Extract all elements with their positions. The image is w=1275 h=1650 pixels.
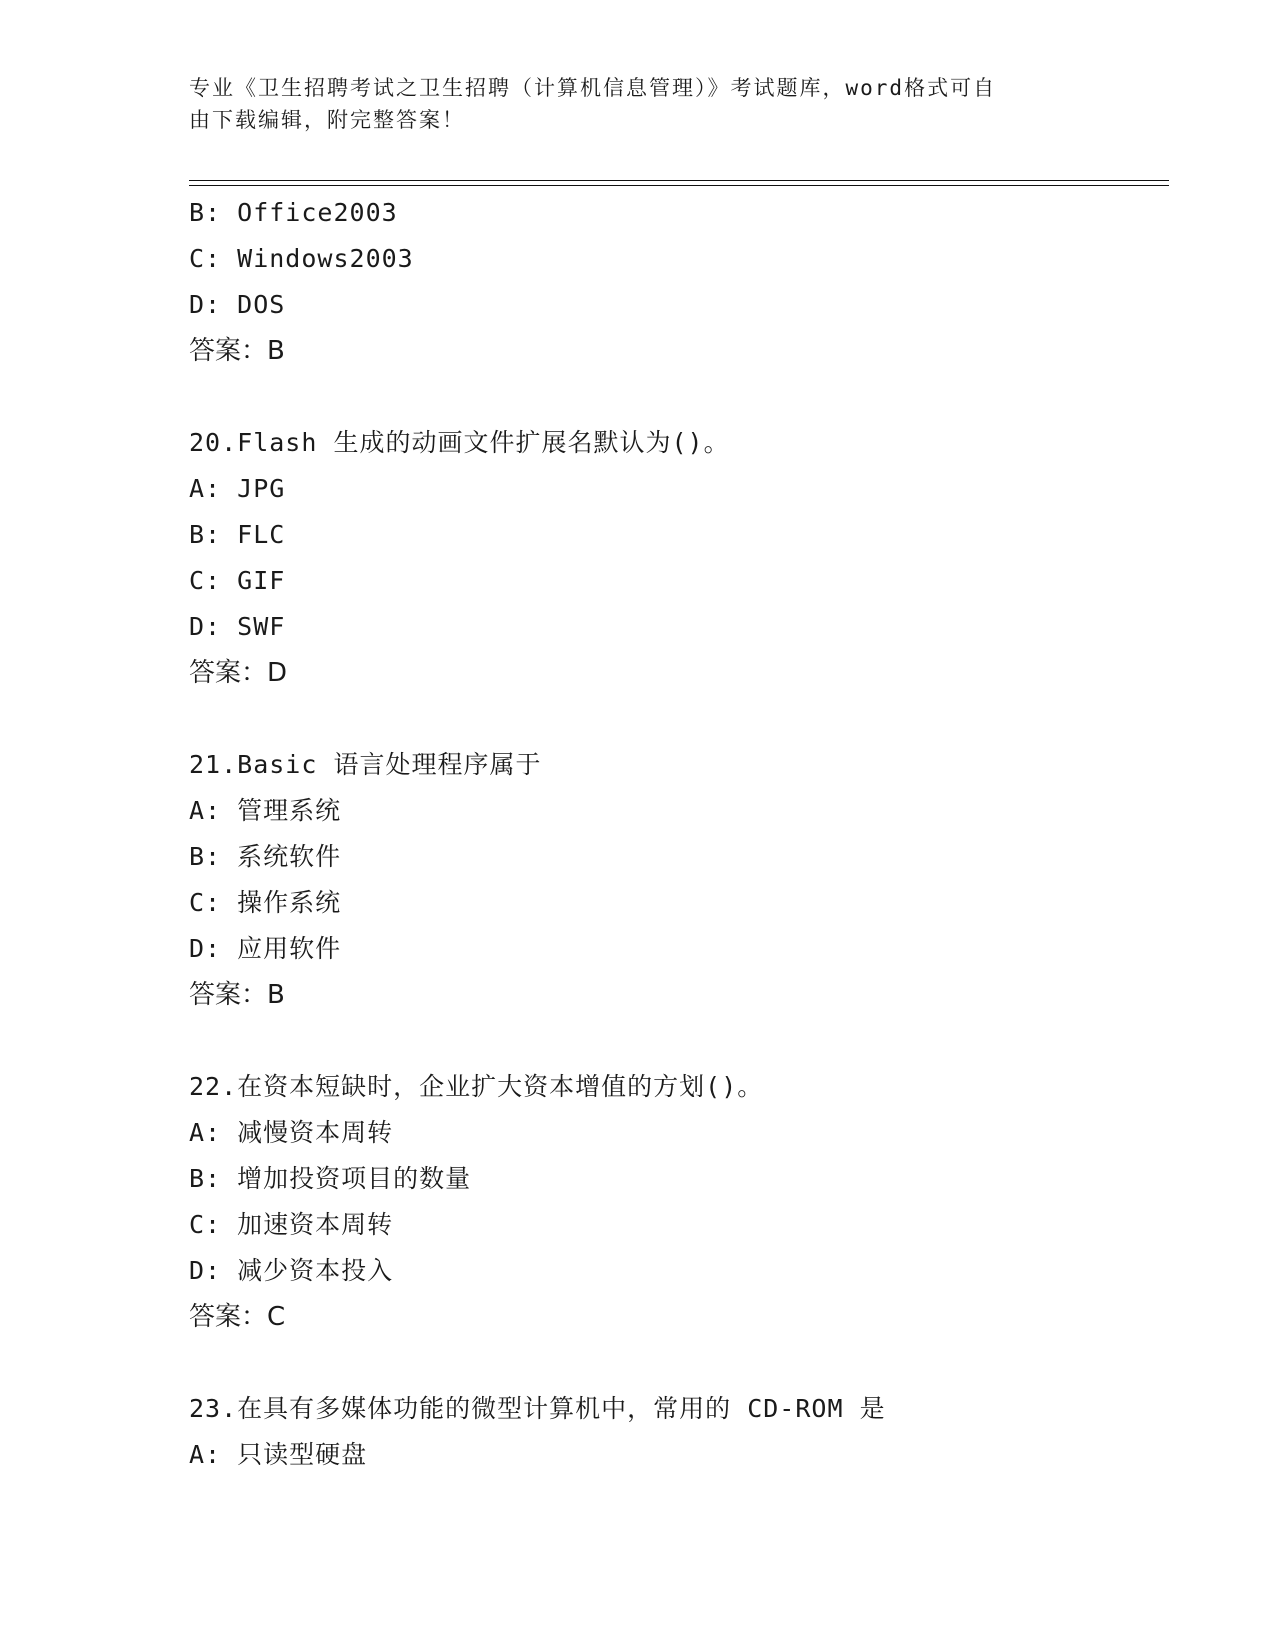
answer-line: 答案：C: [189, 1302, 286, 1332]
text-line: A: 管理系统: [189, 796, 342, 825]
text-line: C: Windows2003: [189, 244, 414, 273]
document-header: [189, 72, 1089, 136]
text-line: D: SWF: [189, 612, 286, 641]
header-divider-top: [189, 180, 1169, 181]
text-line: C: 加速资本周转: [189, 1210, 394, 1239]
text-line: B: 系统软件: [189, 842, 342, 871]
header-divider-bottom: [189, 185, 1169, 186]
block-spacer: [189, 374, 1169, 420]
answer-line: 答案：B: [189, 980, 285, 1010]
text-line: 21.Basic 语言处理程序属于: [189, 750, 542, 779]
text-line: D: 减少资本投入: [189, 1256, 394, 1285]
block-spacer: [189, 696, 1169, 742]
answer-line: 答案：B: [189, 336, 285, 366]
text-line: 23.在具有多媒体功能的微型计算机中，常用的 CD-ROM 是: [189, 1394, 886, 1423]
question-list: [189, 190, 1169, 1478]
text-line: A: JPG: [189, 474, 286, 503]
header-line-2: 由下载编辑，附完整答案！: [189, 108, 465, 132]
text-line: 22.在资本短缺时，企业扩大资本增值的方划()。: [189, 1072, 764, 1101]
text-line: 20.Flash 生成的动画文件扩展名默认为()。: [189, 428, 730, 457]
answer-line: 答案：D: [189, 658, 288, 688]
text-line: C: GIF: [189, 566, 286, 595]
text-line: D: DOS: [189, 290, 286, 319]
text-line: C: 操作系统: [189, 888, 342, 917]
text-line: B: FLC: [189, 520, 286, 549]
text-line: B: 增加投资项目的数量: [189, 1164, 472, 1193]
block-spacer: [189, 1018, 1169, 1064]
text-line: D: 应用软件: [189, 934, 342, 963]
text-line: A: 减慢资本周转: [189, 1118, 394, 1147]
text-line: A: 只读型硬盘: [189, 1440, 368, 1469]
block-spacer: [189, 1340, 1169, 1386]
text-line: B: Office2003: [189, 198, 398, 227]
header-line-1: 专业《卫生招聘考试之卫生招聘（计算机信息管理）》考试题库，word格式可自: [189, 76, 997, 100]
